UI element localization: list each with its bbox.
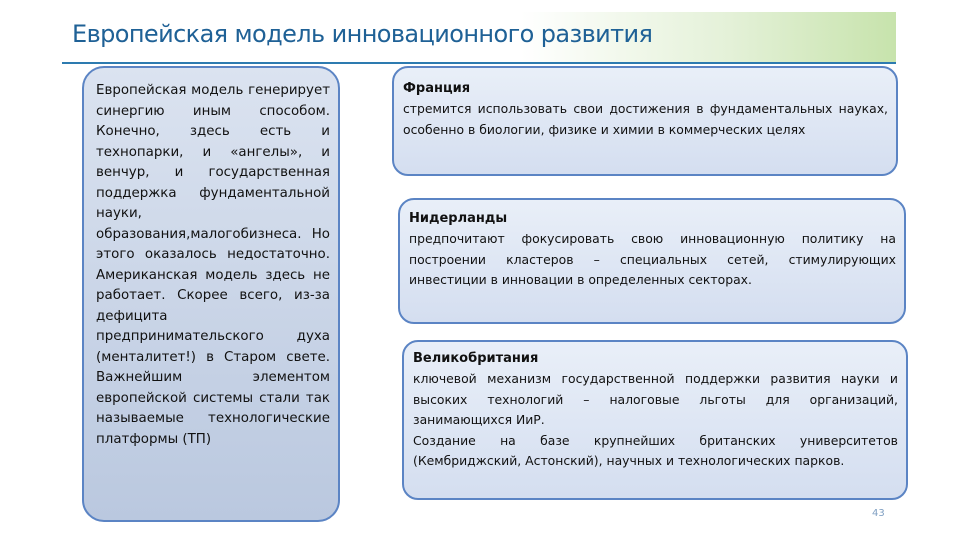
france-box [392,66,898,176]
netherlands-text: предпочитают фокусировать свою инновационную политику на построении кластеров – специальных сетей, стимулирующих инвестиции в инновации в определенных секторах. [409,231,896,287]
great-britain-text-1: ключевой механизм государственной поддержки развития науки и высоких технологий – налоговые льготы для организаций, занимающихся ИиР. [413,371,898,427]
title-bar [62,12,896,64]
netherlands-heading: Нидерланды [409,211,508,226]
european-model-box [82,66,340,522]
great-britain-heading: Великобритания [413,351,539,366]
great-britain-box [402,340,908,500]
france-text: стремится использовать свои достижения в фундаментальных науках, особенно в биологии, физике и химии в коммерческих целях [403,101,888,137]
european-model-text: Европейская модель генерирует синергию иным способом. Конечно, здесь есть и технопарки, и «ангелы», и венчур, и государственная поддержка фундаментальной науки, образования,малогобизнеса. Но этого оказалось недостаточно. Американская модель здесь не работает. Скорее всего, из-за дефицита предпринимательского духа (менталитет!) в Старом свете. Важнейшим элементом европейской системы стали так называемые технологические платформы (ТП) [96,83,330,447]
page-number: 43 [872,508,885,519]
france-heading: Франция [403,81,471,96]
great-britain-text-2: Создание на базе крупнейших британских университетов (Кембриджский, Астонский), научных и технологических парков. [413,432,898,468]
netherlands-box [398,198,906,324]
slide-title: Европейская модель инновационного развития [72,20,653,48]
